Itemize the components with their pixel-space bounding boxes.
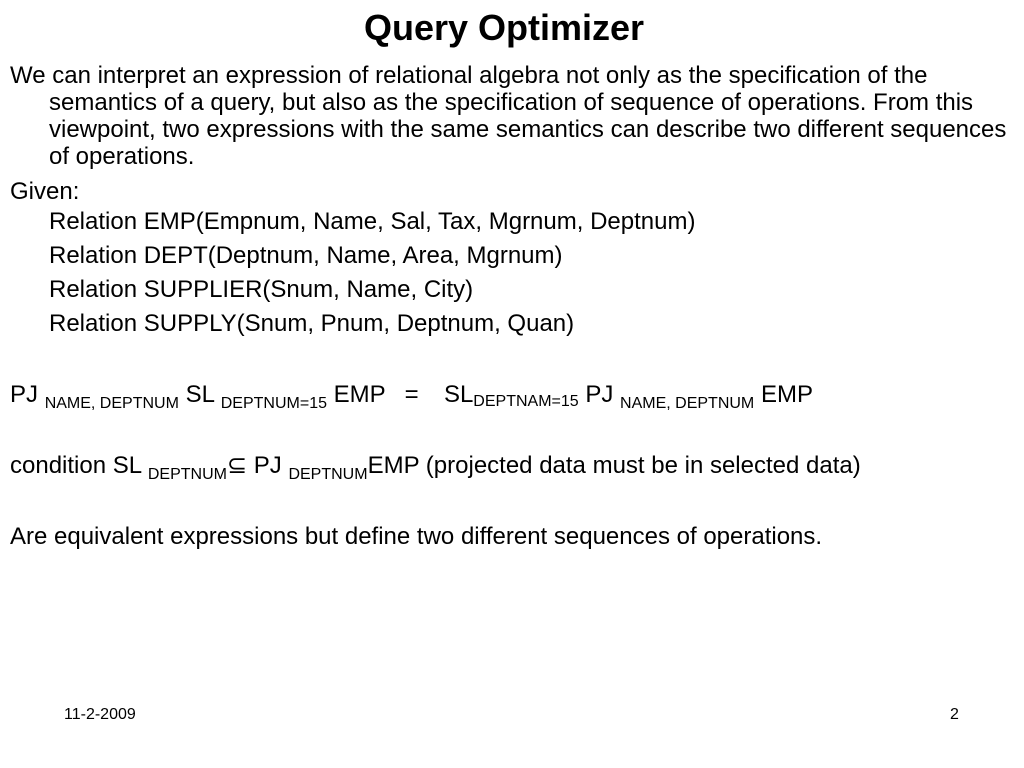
slide-title: Query Optimizer: [363, 7, 645, 48]
equals-sign: =: [404, 381, 419, 408]
equivalence-expression: [10, 378, 1020, 415]
relation-name: EMP: [760, 381, 813, 408]
relation-name: EMP: [333, 381, 386, 408]
relations-list: [10, 205, 1020, 341]
selection-subscript: DEPTNUM=15: [220, 395, 327, 412]
intro-paragraph: We can interpret an expression of relational algebra not only as the specification of the semantics of a query, but also as the specification of sequence of operations. From this viewpoint, two expressions with the same semantics can describe two different sequences of operations.: [10, 62, 1007, 170]
condition-line: [10, 449, 1020, 486]
relation-supplier: Relation SUPPLIER(Snum, Name, City): [49, 276, 474, 303]
conclusion-text: Are equivalent expressions but define two different sequences of operations.: [10, 523, 823, 550]
condition-subscript: DEPTNUM: [147, 466, 227, 483]
relation-dept: Relation DEPT(Deptnum, Name, Area, Mgrnum): [49, 242, 563, 269]
footer-date: 11-2-2009: [64, 706, 136, 723]
projection-operator: PJ: [10, 381, 39, 408]
projection-subscript: NAME, DEPTNUM: [44, 395, 179, 412]
relation-supply: Relation SUPPLY(Snum, Pnum, Deptnum, Quan): [49, 310, 575, 337]
given-label: Given:: [10, 178, 80, 205]
condition-label: condition SL: [10, 452, 142, 479]
selection-operator: SL: [185, 381, 215, 408]
relation-emp: Relation EMP(Empnum, Name, Sal, Tax, Mgrnum, Deptnum): [49, 208, 696, 235]
projection-operator: PJ: [253, 452, 282, 479]
selection-subscript: DEPTNAM=15: [473, 393, 579, 410]
selection-operator: SL: [443, 381, 474, 408]
condition-tail: EMP (projected data must be in selected data): [367, 452, 861, 479]
page-number: 2: [950, 706, 959, 723]
slide-body: [10, 62, 1020, 578]
subset-symbol: ⊆: [226, 452, 248, 479]
projection-operator: PJ: [585, 381, 614, 408]
projection-subscript: NAME, DEPTNUM: [620, 395, 755, 412]
projection-subscript: DEPTNUM: [288, 466, 368, 483]
